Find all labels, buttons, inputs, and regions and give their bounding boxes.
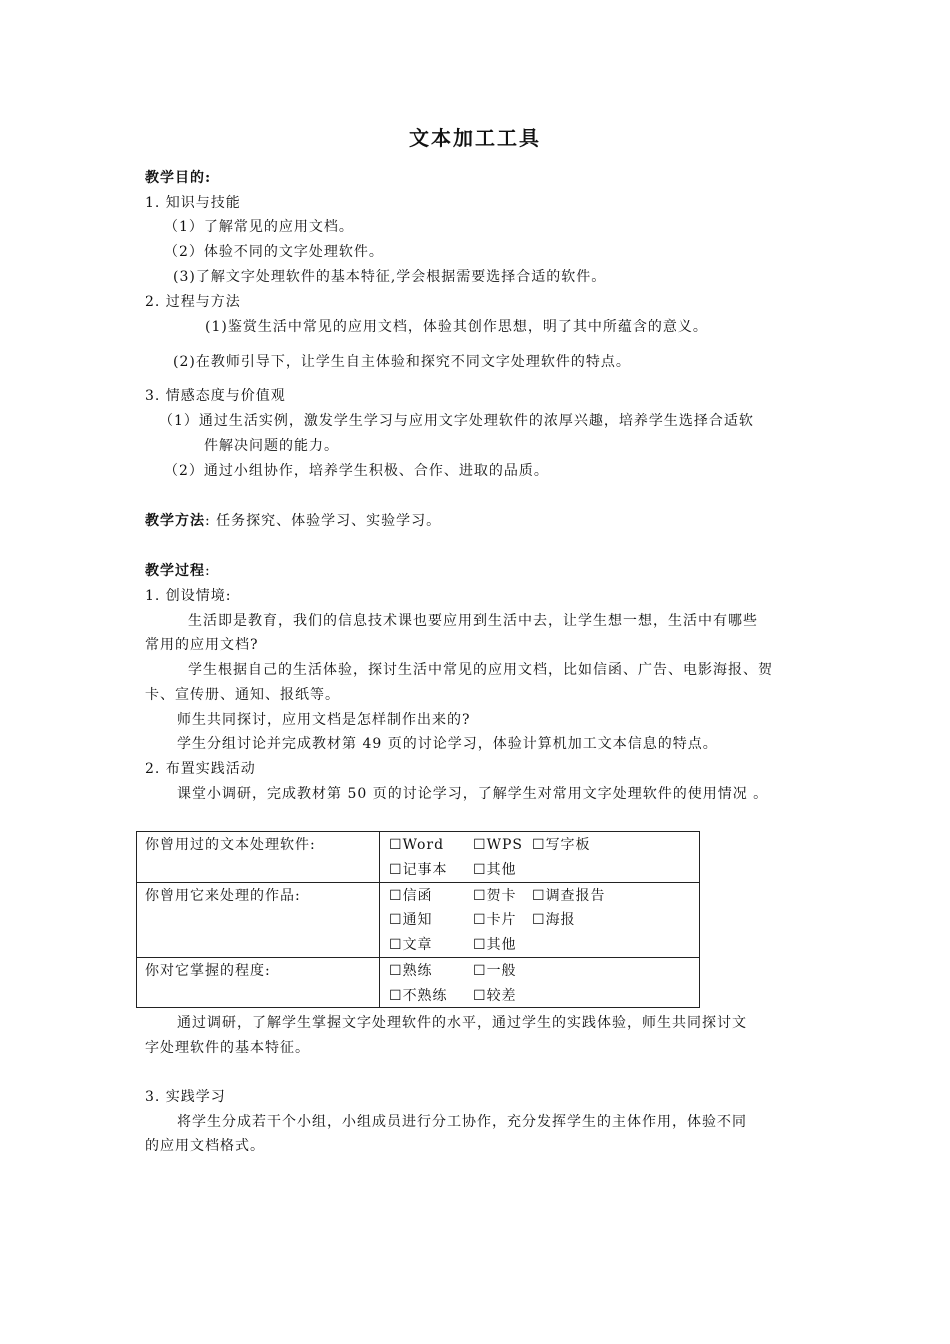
section-1-item-1: （1）了解常见的应用文档。 — [164, 219, 354, 235]
section-1-item-3: (3)了解文字处理软件的基本特征,学会根据需要选择合适的软件。 — [173, 269, 607, 285]
step-3-heading: 3. 实践学习 — [145, 1089, 226, 1105]
step-1-line-3: 学生根据自己的生活体验，探讨生活中常见的应用文档，比如信函、广告、电影海报、贺 — [188, 662, 773, 678]
step-1-line-4: 卡、宣传册、通知、报纸等。 — [145, 687, 340, 703]
option-checkbox[interactable]: ☐ 熟练 — [389, 964, 433, 978]
step-1-line-6: 学生分组讨论并完成教材第 49 页的讨论学习，体验计算机加工文本信息的特点。 — [177, 736, 718, 752]
step-1-line-2: 常用的应用文档? — [145, 637, 259, 653]
option-checkbox[interactable]: ☐ 记事本 — [389, 863, 448, 877]
option-checkbox[interactable]: ☐ 卡片 — [473, 913, 517, 927]
step-1-heading: 1. 创设情境: — [145, 588, 232, 604]
section-1-item-2: （2）体验不同的文字处理软件。 — [164, 244, 384, 260]
option-checkbox[interactable]: ☐ 调查报告 — [532, 889, 606, 903]
method-text: : 任务探究、体验学习、实验学习。 — [205, 513, 442, 529]
option-checkbox[interactable]: ☐ 通知 — [389, 913, 433, 927]
section-2-heading: 2. 过程与方法 — [145, 294, 241, 310]
survey-question-3: 你对它掌握的程度: — [145, 963, 271, 979]
step-1-line-5: 师生共同探讨，应用文档是怎样制作出来的? — [177, 712, 471, 728]
step-3-line-1: 将学生分成若干个小组，小组成员进行分工协作，充分发挥学生的主体作用，体验不同 — [177, 1114, 747, 1130]
option-checkbox[interactable]: ☐ 不熟练 — [389, 989, 448, 1003]
option-checkbox[interactable]: ☐ 写字板 — [532, 838, 591, 852]
option-checkbox[interactable]: ☐ 贺卡 — [473, 889, 517, 903]
process-label: 教学过程 — [145, 563, 205, 579]
option-checkbox[interactable]: ☐ 其他 — [473, 863, 517, 877]
after-survey-line-1: 通过调研，了解学生掌握文字处理软件的水平，通过学生的实践体验，师生共同探讨文 — [177, 1015, 747, 1031]
objectives-heading: 教学目的: — [145, 170, 212, 186]
section-2-item-1: (1)鉴赏生活中常见的应用文档，体验其创作思想，明了其中所蕴含的意义。 — [205, 319, 708, 335]
process-heading — [145, 564, 211, 578]
option-checkbox[interactable]: ☐ 一般 — [473, 964, 517, 978]
section-1-heading: 1. 知识与技能 — [145, 195, 241, 211]
option-checkbox[interactable]: ☐ Word — [389, 838, 444, 852]
after-survey-line-2: 字处理软件的基本特征。 — [145, 1040, 310, 1056]
option-checkbox[interactable]: ☐ 文章 — [389, 938, 433, 952]
method-label: 教学方法 — [145, 513, 205, 529]
section-3-heading: 3. 情感态度与价值观 — [145, 388, 286, 404]
step-2-line: 课堂小调研，完成教材第 50 页的讨论学习，了解学生对常用文字处理软件的使用情况 。 — [177, 786, 769, 802]
survey-question-1: 你曾用过的文本处理软件: — [145, 837, 316, 853]
section-3-item-1-cont: 件解决问题的能力。 — [204, 438, 339, 454]
step-1-line-1: 生活即是教育，我们的信息技术课也要应用到生活中去，让学生想一想，生活中有哪些 — [188, 613, 758, 629]
step-2-heading: 2. 布置实践活动 — [145, 761, 256, 777]
option-checkbox[interactable]: ☐ WPS — [473, 838, 523, 852]
option-checkbox[interactable]: ☐ 信函 — [389, 889, 433, 903]
document-title: 文本加工工具 — [409, 126, 541, 150]
option-checkbox[interactable]: ☐ 其他 — [473, 938, 517, 952]
step-3-line-2: 的应用文档格式。 — [145, 1138, 265, 1154]
option-checkbox[interactable]: ☐ 海报 — [532, 913, 576, 927]
option-checkbox[interactable]: ☐ 较差 — [473, 989, 517, 1003]
section-2-item-2: (2)在教师引导下，让学生自主体验和探究不同文字处理软件的特点。 — [173, 354, 631, 370]
process-colon: : — [205, 563, 211, 579]
section-3-item-2: （2）通过小组协作，培养学生积极、合作、进取的品质。 — [164, 463, 549, 479]
survey-question-2: 你曾用它来处理的作品: — [145, 888, 301, 904]
method-line — [145, 514, 441, 528]
section-3-item-1: （1）通过生活实例，激发学生学习与应用文字处理软件的浓厚兴趣，培养学生选择合适软 — [159, 413, 754, 429]
